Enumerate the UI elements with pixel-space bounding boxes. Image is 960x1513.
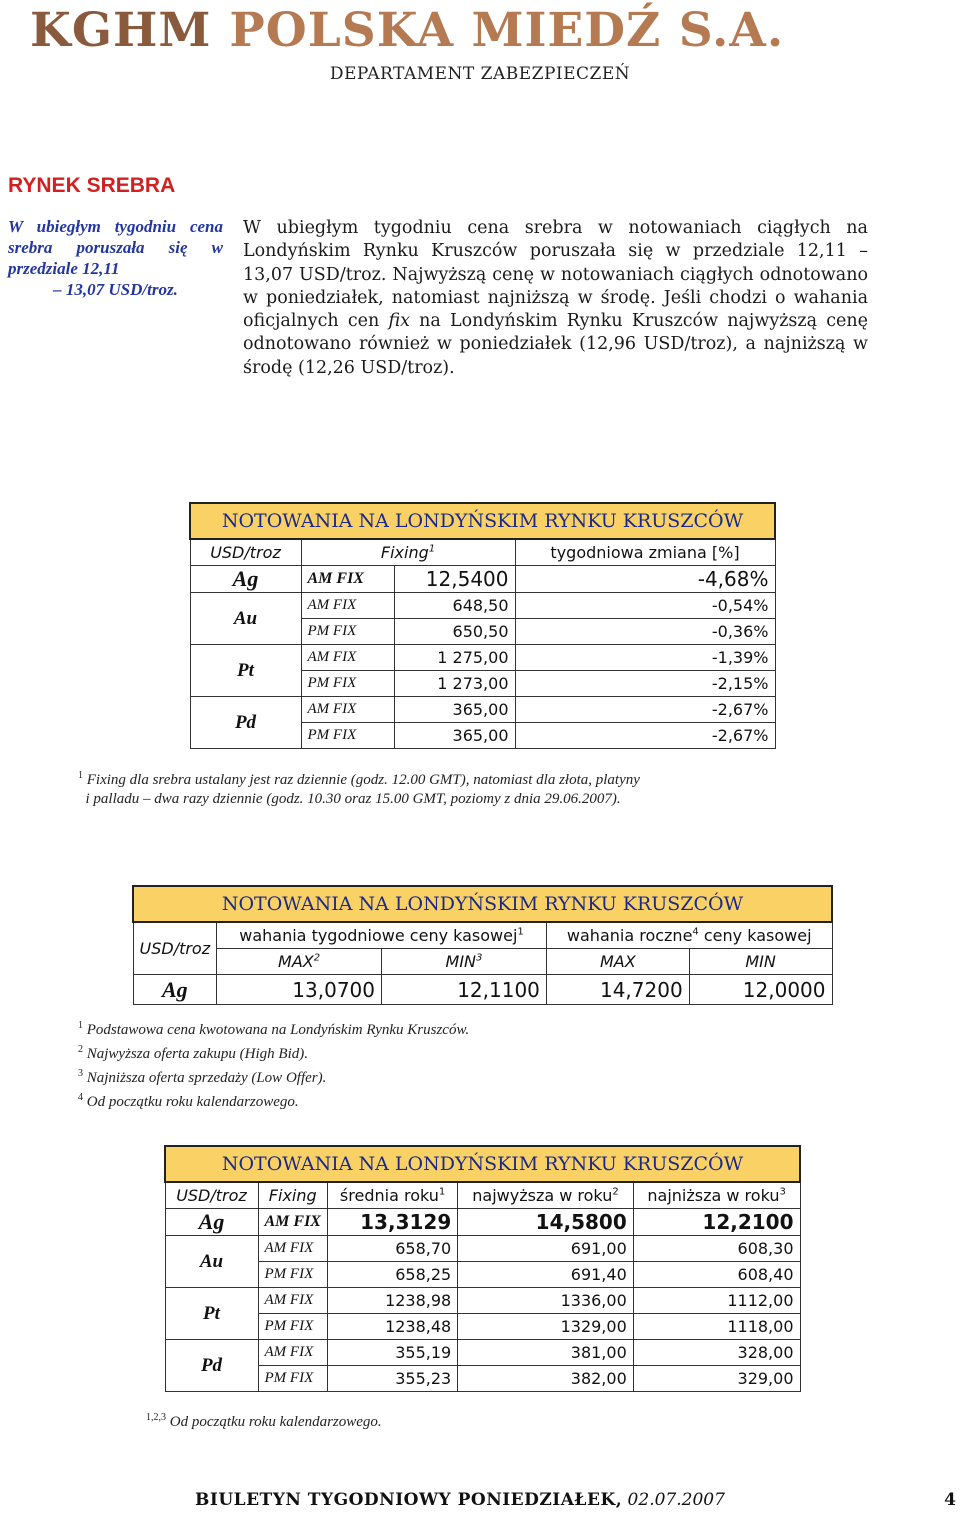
- table-title: NOTOWANIA NA LONDYŃSKIM RYNKU KRUSZCÓW: [165, 1146, 800, 1182]
- header-yearly-label: wahania roczne: [566, 926, 693, 945]
- header-weekly-sup: 1: [517, 926, 524, 938]
- brand-name: KGHM: [30, 3, 212, 58]
- side-note-range: – 13,07 USD/troz.: [53, 280, 178, 299]
- weekly-change: -2,67%: [515, 723, 775, 749]
- footnote: [78, 1064, 469, 1088]
- header-weekly-label: wahania tygodniowe ceny kasowej: [239, 926, 518, 945]
- header-low-label: najniższa w roku: [647, 1186, 780, 1205]
- footnote-marker: 1: [78, 770, 83, 781]
- price: 650,50: [394, 619, 515, 645]
- metal-pd: Pd: [190, 697, 301, 749]
- table-header-row: [165, 1182, 800, 1209]
- header-high: [458, 1182, 634, 1209]
- page-footer: [195, 1490, 960, 1510]
- fix-type: AM FIX: [301, 593, 394, 619]
- metal-pd: Pd: [165, 1340, 258, 1392]
- table-row: [190, 645, 775, 671]
- yearly-stats-table: [164, 1145, 801, 1392]
- header-high-sup: 2: [612, 1186, 619, 1198]
- year-high: 691,00: [458, 1236, 634, 1262]
- year-avg: 658,25: [327, 1262, 457, 1288]
- fix-type: PM FIX: [301, 619, 394, 645]
- year-high: 1336,00: [458, 1288, 634, 1314]
- year-low: 329,00: [633, 1366, 800, 1392]
- body-fix-term: fix: [388, 311, 410, 332]
- yearly-min: 12,0000: [689, 975, 832, 1005]
- header-high-label: najwyższa w roku: [472, 1186, 613, 1205]
- header-max-yearly: MAX: [546, 949, 689, 975]
- price: 12,5400: [394, 566, 515, 593]
- year-high: 14,5800: [458, 1209, 634, 1236]
- table3-footnote: [146, 1408, 382, 1432]
- header-avg: [327, 1182, 457, 1209]
- metal-ag: Ag: [165, 1209, 258, 1236]
- table-row: [165, 1288, 800, 1314]
- footnote: [78, 1088, 469, 1112]
- footnote-text: Najniższa oferta sprzedaży (Low Offer).: [86, 1070, 327, 1086]
- year-high: 1329,00: [458, 1314, 634, 1340]
- year-low: 608,40: [633, 1262, 800, 1288]
- table-row: [165, 1340, 800, 1366]
- footnote: [78, 1016, 469, 1040]
- side-note-text: W ubiegłym tygodniu cena srebra poruszała się w przedziale 12,11: [8, 217, 223, 278]
- header-yearly: [546, 922, 832, 949]
- year-high: 691,40: [458, 1262, 634, 1288]
- year-avg: 355,19: [327, 1340, 457, 1366]
- bulletin-date: 02.07.2007: [622, 1490, 725, 1510]
- header-fixing: [301, 539, 515, 566]
- table-header-row: [190, 539, 775, 566]
- footnote: [78, 1040, 469, 1064]
- header-fixing-sup: 1: [428, 543, 436, 555]
- table-row: [165, 1314, 800, 1340]
- table-row: [165, 1366, 800, 1392]
- footnote-marker: 4: [78, 1092, 83, 1103]
- weekly-max: 13,0700: [217, 975, 382, 1005]
- footnote-marker: 3: [78, 1068, 83, 1079]
- table1-footnote: [78, 766, 640, 809]
- header-change-label: tygodniowa zmiana [%]: [550, 543, 740, 562]
- footnote-marker: 2: [78, 1044, 83, 1055]
- footnote-marker: 1,2,3: [146, 1412, 166, 1423]
- year-avg: 1238,48: [327, 1314, 457, 1340]
- footnote-text: Podstawowa cena kwotowana na Londyńskim Rynku Kruszców.: [86, 1022, 470, 1038]
- header-min-yearly: MIN: [689, 949, 832, 975]
- header-max-sup: 2: [313, 952, 321, 964]
- header-unit: USD/troz: [190, 539, 301, 566]
- header-yearly-tail: ceny kasowej: [698, 926, 812, 945]
- year-low: 328,00: [633, 1340, 800, 1366]
- footnote-marker: 1: [78, 1020, 83, 1031]
- department-name: DEPARTAMENT ZABEZPIECZEŃ: [329, 64, 631, 84]
- table-row: [165, 1236, 800, 1262]
- metal-au: Au: [165, 1236, 258, 1288]
- header-weekly: [217, 922, 547, 949]
- weekly-change: -1,39%: [515, 645, 775, 671]
- header-min-label: MIN: [445, 952, 477, 971]
- fix-type: AM FIX: [258, 1209, 327, 1236]
- header-min: [382, 949, 547, 975]
- year-avg: 1238,98: [327, 1288, 457, 1314]
- table-row: [190, 697, 775, 723]
- year-avg: 658,70: [327, 1236, 457, 1262]
- weekly-min: 12,1100: [382, 975, 547, 1005]
- table-title: NOTOWANIA NA LONDYŃSKIM RYNKU KRUSZCÓW: [190, 503, 775, 539]
- fix-type: AM FIX: [301, 645, 394, 671]
- year-low: 608,30: [633, 1236, 800, 1262]
- section-title: RYNEK SREBRA: [8, 174, 176, 197]
- weekly-change: -2,67%: [515, 697, 775, 723]
- fix-type: AM FIX: [258, 1340, 327, 1366]
- page-number: 4: [944, 1490, 956, 1510]
- header-avg-sup: 1: [438, 1186, 446, 1198]
- company-name: POLSKA MIEDŹ S.A.: [229, 3, 785, 58]
- year-avg: 355,23: [327, 1366, 457, 1392]
- weekly-change: -0,54%: [515, 593, 775, 619]
- weekly-change: -4,68%: [515, 566, 775, 593]
- header-min-sup: 3: [476, 952, 483, 964]
- fix-type: AM FIX: [301, 697, 394, 723]
- header-fixing: Fixing: [258, 1182, 327, 1209]
- price: 1 273,00: [394, 671, 515, 697]
- year-avg: 13,3129: [327, 1209, 457, 1236]
- year-high: 381,00: [458, 1340, 634, 1366]
- fix-type: PM FIX: [301, 671, 394, 697]
- table2-footnotes: [78, 1016, 469, 1112]
- footnote-text: Od początku roku kalendarzowego.: [169, 1414, 382, 1430]
- header-fixing-label: Fixing: [380, 543, 429, 562]
- header-low: [633, 1182, 800, 1209]
- company-logo: [30, 3, 785, 58]
- side-note: [8, 216, 223, 300]
- header-change: [515, 539, 775, 566]
- price: 365,00: [394, 697, 515, 723]
- metal-ag: Ag: [190, 566, 301, 593]
- table-title: NOTOWANIA NA LONDYŃSKIM RYNKU KRUSZCÓW: [133, 886, 832, 922]
- header-avg-label: średnia roku: [339, 1186, 439, 1205]
- footnote-line-2: i palladu – dwa razy dziennie (godz. 10.30 oraz 15.00 GMT, poziomy z dnia 29.06.2007).: [85, 791, 621, 807]
- header-unit: USD/troz: [165, 1182, 258, 1209]
- weekly-change: -0,36%: [515, 619, 775, 645]
- table-row: [133, 975, 832, 1005]
- header-yearly-sup: 4: [692, 926, 699, 938]
- bulletin-name: BIULETYN TYGODNIOWY PONIEDZIAŁEK,: [195, 1490, 623, 1510]
- year-low: 1118,00: [633, 1314, 800, 1340]
- table-header-row: [133, 922, 832, 949]
- metal-au: Au: [190, 593, 301, 645]
- price: 1 275,00: [394, 645, 515, 671]
- body-part-2: na Londyńskim Rynku Kruszców najwyższą cenę odnotowano również w poniedziałek (12,96 USD/troz), a najniższą w środę (12,26 USD/troz).: [243, 311, 869, 378]
- fix-type: AM FIX: [301, 566, 394, 593]
- fix-type: PM FIX: [258, 1262, 327, 1288]
- footnote-text: Najwyższa oferta zakupu (High Bid).: [86, 1046, 308, 1062]
- fix-type: AM FIX: [258, 1236, 327, 1262]
- year-low: 1112,00: [633, 1288, 800, 1314]
- table-row: [190, 593, 775, 619]
- section-body: [243, 217, 868, 380]
- price: 648,50: [394, 593, 515, 619]
- fix-type: PM FIX: [258, 1366, 327, 1392]
- header-max-label: MAX: [278, 952, 314, 971]
- table-subheader-row: [133, 949, 832, 975]
- header-max: [217, 949, 382, 975]
- table-row: [165, 1262, 800, 1288]
- fix-type: AM FIX: [258, 1288, 327, 1314]
- spot-range-table: [132, 885, 833, 1005]
- table-row: [165, 1209, 800, 1236]
- fix-type: PM FIX: [258, 1314, 327, 1340]
- fixing-table: [189, 502, 776, 749]
- fix-type: PM FIX: [301, 723, 394, 749]
- metal-pt: Pt: [165, 1288, 258, 1340]
- metal-ag: Ag: [133, 975, 217, 1005]
- metal-pt: Pt: [190, 645, 301, 697]
- footnote-line-1: Fixing dla srebra ustalany jest raz dziennie (godz. 12.00 GMT), natomiast dla złota, platyny: [86, 772, 640, 788]
- table-row: [190, 566, 775, 593]
- body-part-1: W ubiegłym tygodniu cena srebra w notowaniach ciągłych na Londyńskim Rynku Kruszców poruszała się w przedziale 12,11 – 13,07 USD/troz. Najwyższą cenę w notowaniach ciągłych odnotowano w poniedziałek, natomiast najniższą w środę. Jeśli chodzi o wahania oficjalnych cen: [243, 218, 868, 332]
- year-high: 382,00: [458, 1366, 634, 1392]
- header-low-sup: 3: [779, 1186, 786, 1198]
- price: 365,00: [394, 723, 515, 749]
- yearly-max: 14,7200: [546, 975, 689, 1005]
- weekly-change: -2,15%: [515, 671, 775, 697]
- footnote-text: Od początku roku kalendarzowego.: [86, 1094, 299, 1110]
- year-low: 12,2100: [633, 1209, 800, 1236]
- header-unit: USD/troz: [133, 922, 217, 975]
